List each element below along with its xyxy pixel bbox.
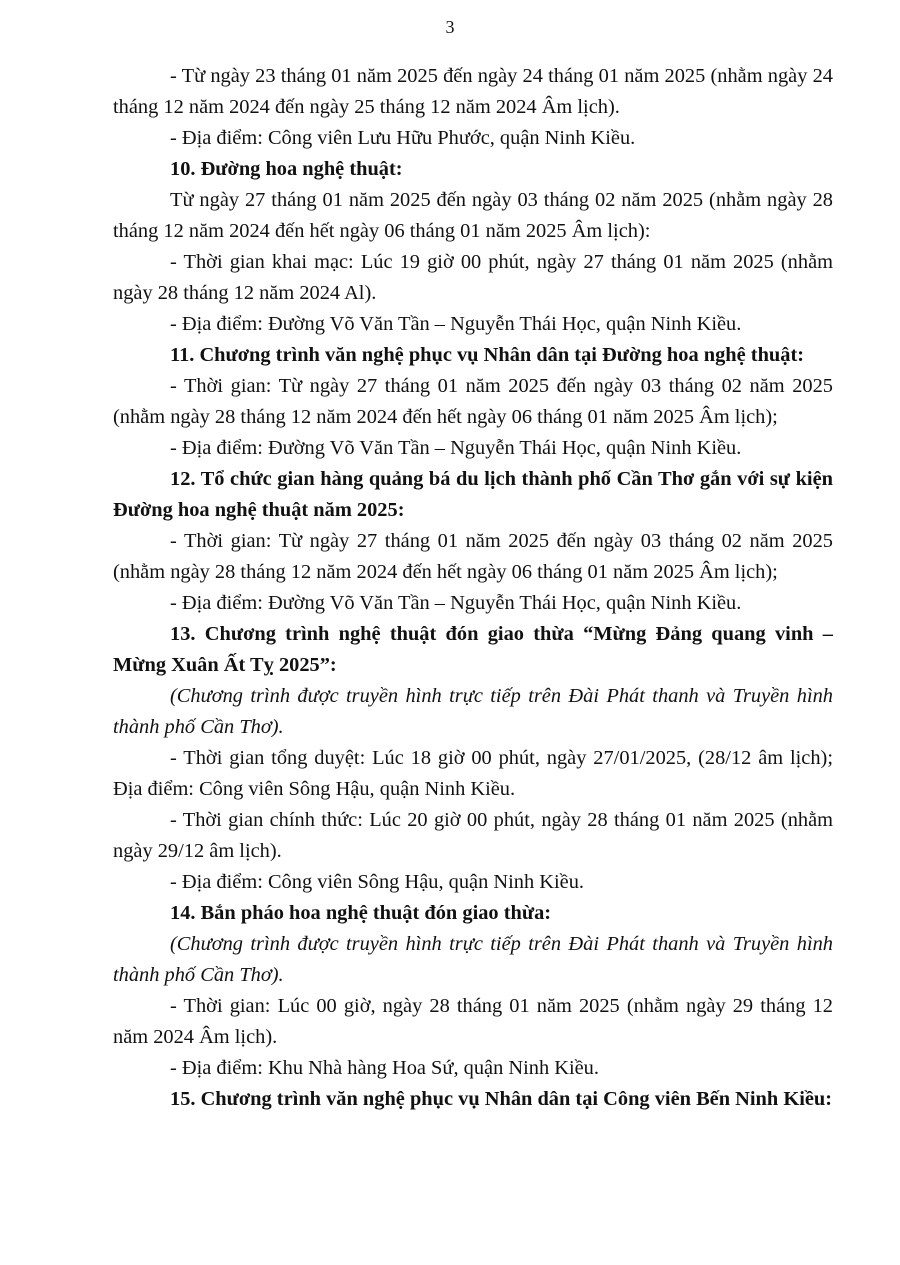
paragraph-broadcast-note: (Chương trình được truyền hình trực tiếp trên Đài Phát thanh và Truyền hình thành phố Cần Thơ). <box>113 933 833 986</box>
section-heading-13: 13. Chương trình nghệ thuật đón giao thừa “Mừng Đảng quang vinh – Mừng Xuân Ất Tỵ 2025”: <box>113 623 833 676</box>
paragraph-date-range: Từ ngày 27 tháng 01 năm 2025 đến ngày 03 tháng 02 năm 2025 (nhằm ngày 28 tháng 12 năm 2024 đến hết ngày 06 tháng 01 năm 2025 Âm lịch): <box>113 189 833 242</box>
paragraph-location: - Địa điểm: Công viên Sông Hậu, quận Ninh Kiều. <box>170 871 584 893</box>
paragraph-time: - Thời gian: Từ ngày 27 tháng 01 năm 2025 đến ngày 03 tháng 02 năm 2025 (nhằm ngày 28 tháng 12 năm 2024 đến hết ngày 06 tháng 01 năm 2025 Âm lịch); <box>113 530 833 583</box>
page-number: 3 <box>445 17 455 37</box>
section-heading-12: 12. Tổ chức gian hàng quảng bá du lịch thành phố Cần Thơ gắn với sự kiện Đường hoa nghệ thuật năm 2025: <box>113 468 833 521</box>
paragraph-location: - Địa điểm: Đường Võ Văn Tần – Nguyễn Thái Học, quận Ninh Kiều. <box>170 313 742 335</box>
section-heading-14: 14. Bắn pháo hoa nghệ thuật đón giao thừa: <box>170 902 552 924</box>
section-heading-10: 10. Đường hoa nghệ thuật: <box>170 158 403 180</box>
paragraph-opening-time: - Thời gian khai mạc: Lúc 19 giờ 00 phút, ngày 27 tháng 01 năm 2025 (nhằm ngày 28 tháng 12 năm 2024 Al). <box>113 251 833 304</box>
paragraph-time: - Thời gian: Lúc 00 giờ, ngày 28 tháng 01 năm 2025 (nhằm ngày 29 tháng 12 năm 2024 Âm lịch). <box>113 995 833 1048</box>
section-heading-15: 15. Chương trình văn nghệ phục vụ Nhân dân tại Công viên Bến Ninh Kiều: <box>170 1088 833 1110</box>
paragraph-location: - Địa điểm: Công viên Lưu Hữu Phước, quận Ninh Kiều. <box>170 127 636 149</box>
paragraph-location: - Địa điểm: Khu Nhà hàng Hoa Sứ, quận Ninh Kiều. <box>170 1057 599 1079</box>
paragraph-official-time: - Thời gian chính thức: Lúc 20 giờ 00 phút, ngày 28 tháng 01 năm 2025 (nhằm ngày 29/12 âm lịch). <box>113 809 833 862</box>
section-heading-11: 11. Chương trình văn nghệ phục vụ Nhân dân tại Đường hoa nghệ thuật: <box>170 344 805 366</box>
paragraph-location: - Địa điểm: Đường Võ Văn Tần – Nguyễn Thái Học, quận Ninh Kiều. <box>170 437 742 459</box>
paragraph-broadcast-note: (Chương trình được truyền hình trực tiếp trên Đài Phát thanh và Truyền hình thành phố Cần Thơ). <box>113 685 833 738</box>
paragraph-rehearsal-time: - Thời gian tổng duyệt: Lúc 18 giờ 00 phút, ngày 27/01/2025, (28/12 âm lịch); Địa điểm: Công viên Sông Hậu, quận Ninh Kiều. <box>113 747 833 800</box>
paragraph-date-range: - Từ ngày 23 tháng 01 năm 2025 đến ngày 24 tháng 01 năm 2025 (nhằm ngày 24 tháng 12 năm 2024 đến ngày 25 tháng 12 năm 2024 Âm lịch). <box>113 65 833 118</box>
paragraph-time: - Thời gian: Từ ngày 27 tháng 01 năm 2025 đến ngày 03 tháng 02 năm 2025 (nhằm ngày 28 tháng 12 năm 2024 đến hết ngày 06 tháng 01 năm 2025 Âm lịch); <box>113 375 833 428</box>
paragraph-location: - Địa điểm: Đường Võ Văn Tần – Nguyễn Thái Học, quận Ninh Kiều. <box>170 592 742 614</box>
document-body <box>113 61 833 1115</box>
